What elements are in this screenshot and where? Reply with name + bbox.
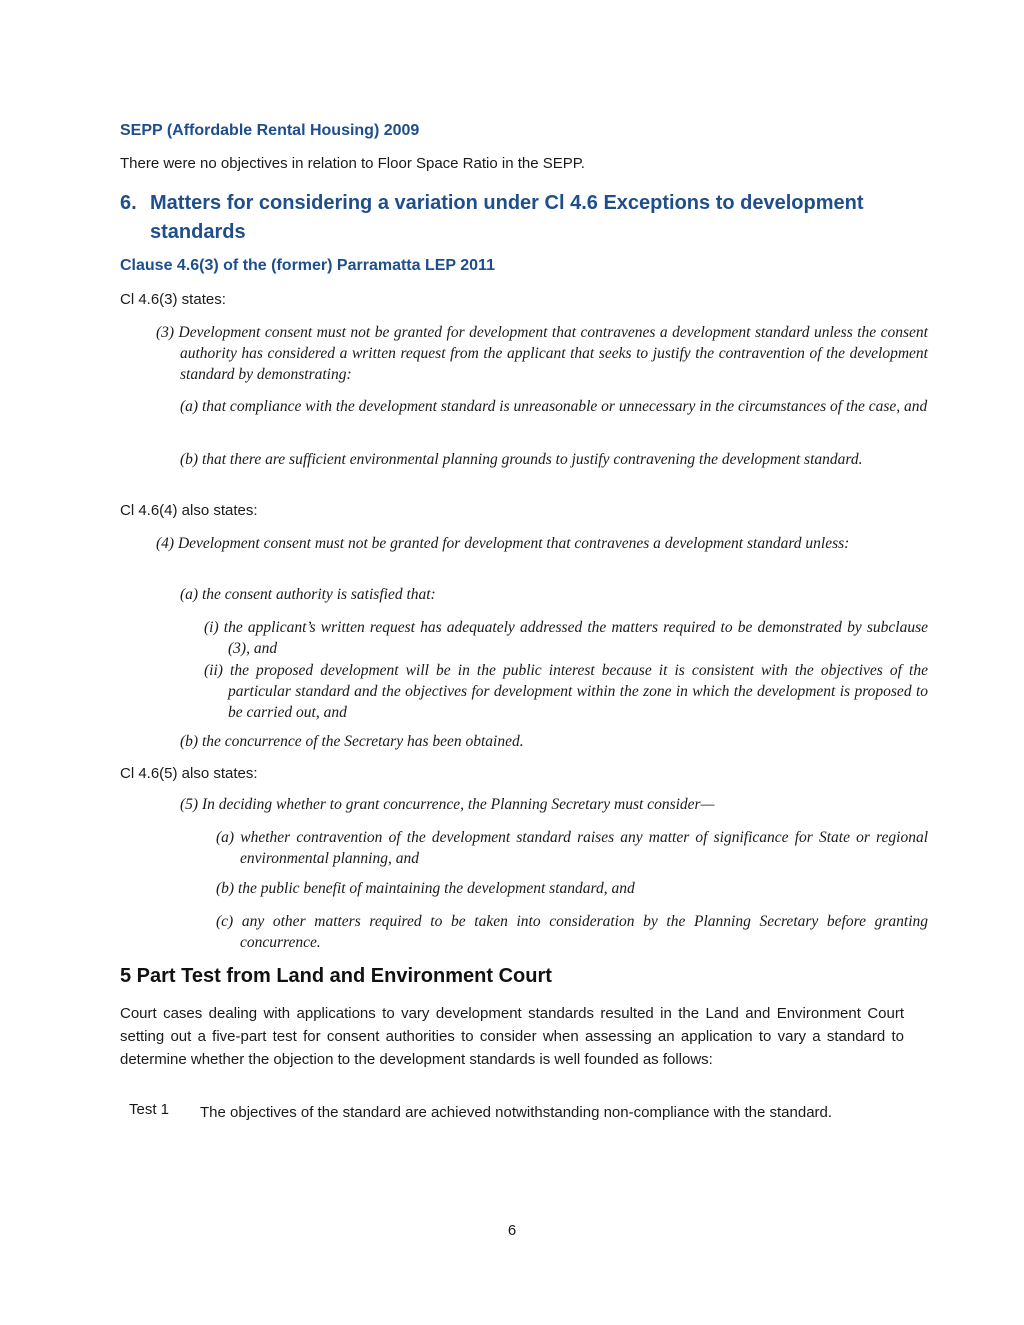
cl4-a: (a) the consent authority is satisfied that: <box>180 586 436 603</box>
cl3-a: (a) that compliance with the development standard is unreasonable or unnecessary in the circumstances of the case, and <box>180 398 928 415</box>
cl3-text: (3) Development consent must not be granted for development that contravenes a development standard unless the consent authority has considered a written request from the applicant that seeks to justify the contravention of the development standard by demonstrating: <box>156 324 928 383</box>
five-part-text: Court cases dealing with applications to vary development standards resulted in the Land and Environment Court setting out a five-part test for consent authorities to consider when assessing an application to vary a standard to determine whether the objection to the development standards is well founded as follows: <box>120 1005 904 1068</box>
cl3-intro: Cl 4.6(3) states: <box>120 291 226 308</box>
cl3-b: (b) that there are sufficient environmental planning grounds to justify contravening the development standard. <box>180 451 863 468</box>
cl4-text: (4) Development consent must not be granted for development that contravenes a development standard unless: <box>156 535 850 552</box>
cl5-intro: Cl 4.6(5) also states: <box>120 765 258 782</box>
cl4-b: (b) the concurrence of the Secretary has been obtained. <box>180 733 524 750</box>
clause-subheading: Clause 4.6(3) of the (former) Parramatta LEP 2011 <box>120 257 495 274</box>
test1-label: Test 1 <box>129 1101 170 1118</box>
sepp-heading: SEPP (Affordable Rental Housing) 2009 <box>120 122 420 139</box>
cl4-a-i: (i) the applicant’s written request has adequately addressed the matters required to be demonstrated by subclause (3), and <box>204 619 928 657</box>
section-6-heading <box>120 189 904 247</box>
sepp-text: There were no objectives in relation to Floor Space Ratio in the SEPP. <box>120 155 585 172</box>
cl4-intro: Cl 4.6(4) also states: <box>120 502 258 519</box>
cl5-c: (c) any other matters required to be taken into consideration by the Planning Secretary before granting concurrence. <box>216 913 928 951</box>
cl4-a-ii: (ii) the proposed development will be in the public interest because it is consistent with the objectives of the particular standard and the objectives for development within the zone in which the development is proposed to be carried out, and <box>204 662 928 721</box>
cl5-a: (a) whether contravention of the development standard raises any matter of significance for State or regional environmental planning, and <box>216 829 928 867</box>
page-number: 6 <box>507 1222 517 1239</box>
cl5-b: (b) the public benefit of maintaining the development standard, and <box>216 880 635 897</box>
five-part-heading: 5 Part Test from Land and Environment Court <box>120 965 552 987</box>
cl5-text: (5) In deciding whether to grant concurrence, the Planning Secretary must consider— <box>180 796 715 813</box>
test1-text: The objectives of the standard are achieved notwithstanding non-compliance with the standard. <box>200 1104 833 1121</box>
section-title: Matters for considering a variation under Cl 4.6 Exceptions to development standards <box>150 192 864 243</box>
section-number: 6. <box>120 192 137 214</box>
